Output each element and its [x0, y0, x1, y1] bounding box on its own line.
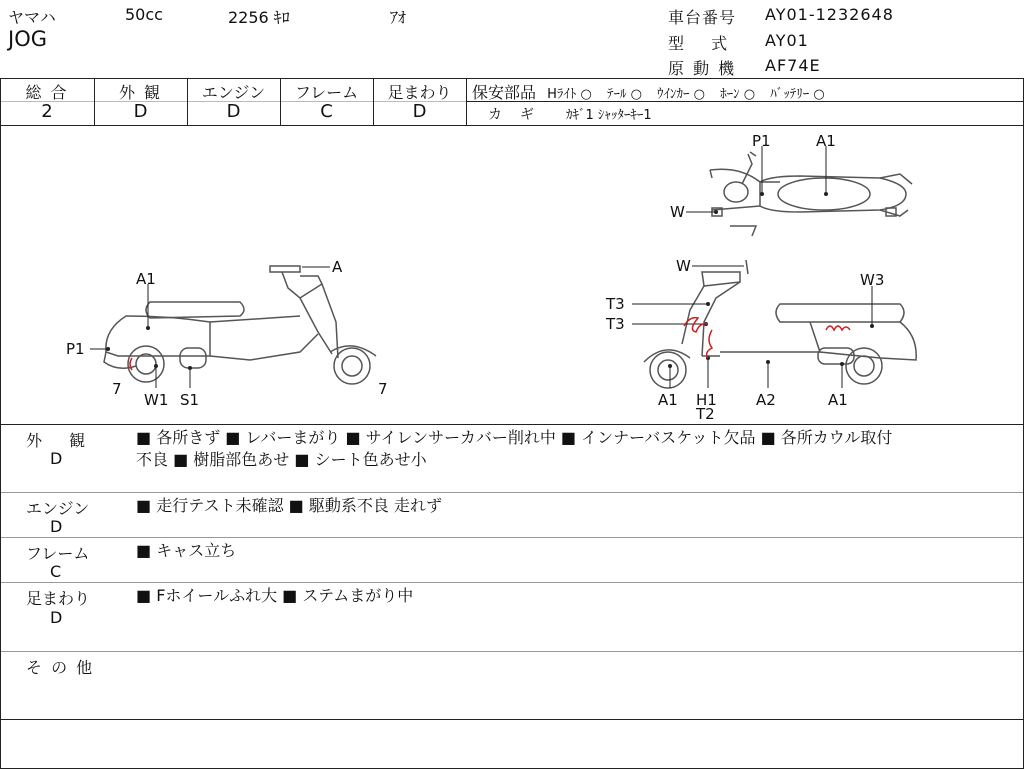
grade-frame-label: フレーム [294, 83, 359, 102]
diag-label: T2 [696, 405, 715, 423]
remarks-frame-label: フレーム [26, 544, 90, 563]
key-value: ｶｷﾞ1 ｼｬｯﾀｰｷｰ1 [566, 108, 652, 123]
parts-winker: ｳｲﾝｶｰ ○ [657, 87, 706, 102]
remarks-other-label: そ の 他 [26, 658, 95, 677]
model-name: JOG [8, 27, 47, 51]
engine-value: AF74E [765, 56, 821, 75]
remarks-exterior-line1: ■ 各所きず ■ レバーまがり ■ サイレンサーカバー削れ中 ■ インナーバスケット欠品 ■ 各所カウル取付 [136, 428, 893, 447]
body-color: ｱｵ [390, 8, 407, 27]
type-label: 型 式 [668, 34, 730, 53]
diag-label: 7 [378, 380, 388, 398]
diag-label: T3 [606, 315, 625, 333]
key-label: カ ギ [488, 107, 536, 123]
diag-label: W1 [144, 391, 169, 409]
diag-label: A1 [828, 391, 848, 409]
maker: ヤマハ [8, 8, 56, 27]
remarks-suspension-line1: ■ Fホイールふれ大 ■ ステムまがり中 [136, 586, 414, 605]
diag-label: W [676, 257, 691, 275]
grade-suspension-value: D [412, 101, 427, 122]
grade-engine-value: D [226, 101, 241, 122]
diag-label: W3 [860, 271, 885, 289]
diag-label: A1 [136, 270, 156, 288]
type-value: AY01 [765, 31, 809, 50]
remarks-exterior-line2: 不良 ■ 樹脂部色あせ ■ シート色あせ小 [136, 450, 427, 469]
diag-label: P1 [752, 132, 771, 150]
parts-horn: ﾎｰﾝ ○ [720, 87, 756, 102]
diag-label: 7 [112, 380, 122, 398]
grade-exterior-value: D [133, 101, 148, 122]
remarks-suspension-grade: D [50, 608, 63, 627]
remarks-engine-grade: D [50, 517, 63, 536]
parts-taillight: ﾃｰﾙ ○ [606, 87, 642, 102]
grade-exterior-label: 外 観 [118, 83, 163, 102]
remarks-exterior-label: 外 観 [26, 431, 88, 450]
remarks-suspension-label: 足まわり [26, 589, 91, 608]
remarks-frame-grade: C [50, 562, 62, 581]
mileage: 2256 ｷﾛ [228, 8, 290, 27]
frame-no: AY01-1232648 [765, 5, 894, 24]
diag-label: H1 [696, 391, 717, 409]
grade-suspension-label: 足まわり [387, 83, 452, 102]
engine-label: 原 動 機 [668, 59, 737, 78]
grade-frame-value: C [320, 101, 333, 122]
diag-label: A2 [756, 391, 776, 409]
remarks-frame-line1: ■ キャス立ち [136, 541, 237, 560]
diag-label: S1 [180, 391, 200, 409]
frame-no-label: 車台番号 [668, 8, 737, 27]
grade-engine-label: エンジン [201, 83, 266, 102]
diag-label: P1 [66, 340, 85, 358]
remarks-exterior-grade: D [50, 449, 63, 468]
diag-label: W [670, 203, 685, 221]
diag-label: T3 [606, 295, 625, 313]
parts-battery: ﾊﾞｯﾃﾘｰ ○ [770, 87, 825, 102]
safety-parts-title: 保安部品 [472, 83, 537, 102]
diag-label: A1 [658, 391, 678, 409]
diag-label: A1 [816, 132, 836, 150]
displacement: 50cc [125, 5, 163, 24]
grade-overall-label: 総 合 [25, 83, 69, 102]
grade-overall-value: 2 [41, 101, 53, 122]
parts-headlight: Hﾗｲﾄ ○ [547, 87, 592, 102]
remarks-engine-line1: ■ 走行テスト未確認 ■ 駆動系不良 走れず [136, 496, 442, 515]
diag-label: A [332, 258, 343, 276]
remarks-engine-label: エンジン [26, 499, 90, 518]
sheet-border [0, 78, 1024, 769]
